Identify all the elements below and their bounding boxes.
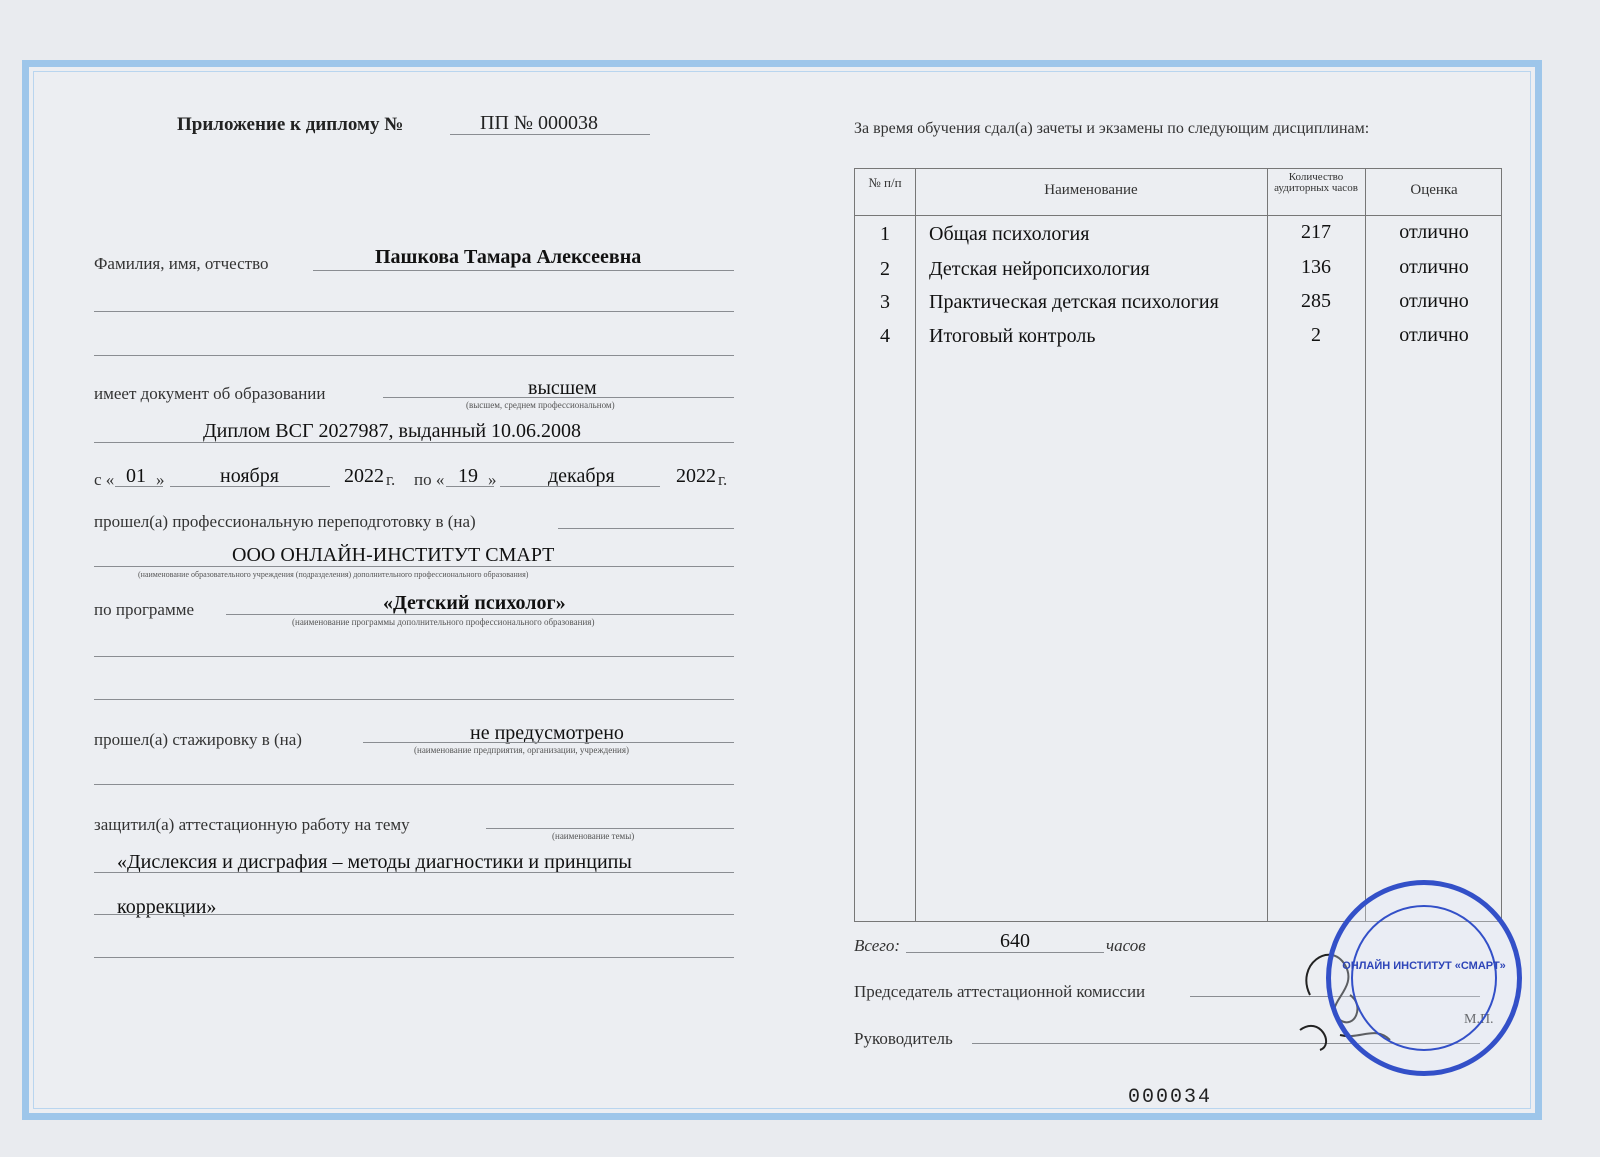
official-stamp xyxy=(1326,880,1522,1076)
thesis-blank-line xyxy=(94,957,734,958)
total-value: 640 xyxy=(1000,930,1030,952)
subjects-intro: За время обучения сдал(а) зачеты и экзамены по следующим дисциплинам: xyxy=(854,120,1370,137)
from-month-underline xyxy=(170,486,330,487)
period-to-quote: » xyxy=(488,470,497,489)
institution: ООО ОНЛАЙН-ИНСТИТУТ СМАРТ xyxy=(232,544,555,566)
row-name: Итоговый контроль xyxy=(929,325,1096,347)
period-from-month: ноября xyxy=(220,465,279,487)
program-label: по программе xyxy=(94,600,195,619)
col-divider-2 xyxy=(1267,169,1268,921)
internship-hint: (наименование предприятия, организации, учреждения) xyxy=(414,745,629,755)
period-from-prefix: с « xyxy=(94,470,115,489)
header-divider xyxy=(855,215,1501,216)
period-to-month: декабря xyxy=(548,465,615,487)
retraining-label: прошел(а) профессиональную переподготовку в (на) xyxy=(94,512,476,531)
header-name: Наименование xyxy=(1044,182,1138,198)
period-from-year: 2022 xyxy=(344,465,384,487)
blank-line-2 xyxy=(94,355,734,356)
edu-doc-underline xyxy=(94,442,734,443)
subjects-table xyxy=(854,168,1502,922)
program-blank-line-2 xyxy=(94,699,734,700)
diploma-number: ПП № 000038 xyxy=(480,112,598,134)
blank-line-1 xyxy=(94,311,734,312)
mp-label: М.П. xyxy=(1464,1012,1494,1027)
row-name: Практическая детская психология xyxy=(929,291,1219,313)
edu-level: высшем xyxy=(528,377,597,399)
row-num: 3 xyxy=(880,291,890,313)
stamp-inner-ring xyxy=(1351,905,1497,1051)
program-value: «Детский психолог» xyxy=(383,592,566,614)
retraining-underline xyxy=(558,528,734,529)
fio-value: Пашкова Тамара Алексеевна xyxy=(375,246,642,268)
appendix-label: Приложение к диплому № xyxy=(177,114,404,135)
internship-value: не предусмотрено xyxy=(470,722,624,744)
period-from-day: 01 xyxy=(126,465,146,487)
row-name: Общая психология xyxy=(929,223,1090,245)
row-hours: 136 xyxy=(1301,256,1331,278)
serial-number: 000034 xyxy=(1128,1086,1213,1109)
thesis-underline-1 xyxy=(94,872,734,873)
thesis-label-underline xyxy=(486,828,734,829)
thesis-line-2: коррекции» xyxy=(117,896,217,918)
program-hint: (наименование программы дополнительного профессионального образования) xyxy=(292,617,595,627)
thesis-underline-2 xyxy=(94,914,734,915)
edu-level-underline xyxy=(383,397,734,398)
row-grade: отлично xyxy=(1399,290,1469,312)
edu-doc-label: имеет документ об образовании xyxy=(94,384,326,403)
row-name: Детская нейропсихология xyxy=(929,258,1150,280)
program-underline xyxy=(226,614,734,615)
stamp-text: ОНЛАЙН ИНСТИТУТ «СМАРТ» xyxy=(1342,960,1506,972)
header-grade: Оценка xyxy=(1410,182,1458,198)
total-label: Всего: xyxy=(854,936,901,955)
head-label: Руководитель xyxy=(854,1029,953,1048)
col-divider-1 xyxy=(915,169,916,921)
program-blank-line-1 xyxy=(94,656,734,657)
fio-label: Фамилия, имя, отчество xyxy=(94,254,269,273)
row-num: 1 xyxy=(880,223,890,245)
row-grade: отлично xyxy=(1399,256,1469,278)
period-to-year-suffix: г. xyxy=(718,470,728,489)
institution-hint: (наименование образовательного учреждения (подразделения) дополнительного профессионального образования) xyxy=(138,570,529,579)
col-divider-3 xyxy=(1365,169,1366,921)
diploma-number-underline xyxy=(450,134,650,135)
thesis-label: защитил(а) аттестационную работу на тему xyxy=(94,815,410,834)
row-hours: 217 xyxy=(1301,221,1331,243)
row-hours: 2 xyxy=(1311,324,1321,346)
row-hours: 285 xyxy=(1301,290,1331,312)
period-to-day: 19 xyxy=(458,465,478,487)
period-to-prefix: по « xyxy=(414,470,445,489)
internship-underline xyxy=(363,742,734,743)
edu-doc-value: Диплом ВСГ 2027987, выданный 10.06.2008 xyxy=(203,420,582,442)
row-grade: отлично xyxy=(1399,324,1469,346)
row-num: 2 xyxy=(880,258,890,280)
period-from-year-suffix: г. xyxy=(386,470,396,489)
total-underline xyxy=(906,952,1104,953)
period-to-year: 2022 xyxy=(676,465,716,487)
period-from-quote: » xyxy=(156,470,165,489)
header-num: № п/п xyxy=(868,175,902,190)
row-num: 4 xyxy=(880,325,890,347)
from-day-underline xyxy=(115,486,163,487)
to-month-underline xyxy=(500,486,660,487)
internship-blank-line xyxy=(94,784,734,785)
edu-level-hint: (высшем, среднем профессиональном) xyxy=(466,400,615,410)
row-grade: отлично xyxy=(1399,221,1469,243)
internship-label: прошел(а) стажировку в (на) xyxy=(94,730,302,749)
to-day-underline xyxy=(446,486,494,487)
chair-label: Председатель аттестационной комиссии xyxy=(854,982,1146,1001)
total-unit: часов xyxy=(1106,936,1146,955)
fio-underline xyxy=(313,270,734,271)
header-hours: Количество аудиторных часов xyxy=(1274,171,1358,194)
thesis-hint: (наименование темы) xyxy=(552,831,635,841)
institution-underline xyxy=(94,566,734,567)
thesis-line-1: «Дислексия и дисграфия – методы диагностики и принципы xyxy=(117,851,632,873)
